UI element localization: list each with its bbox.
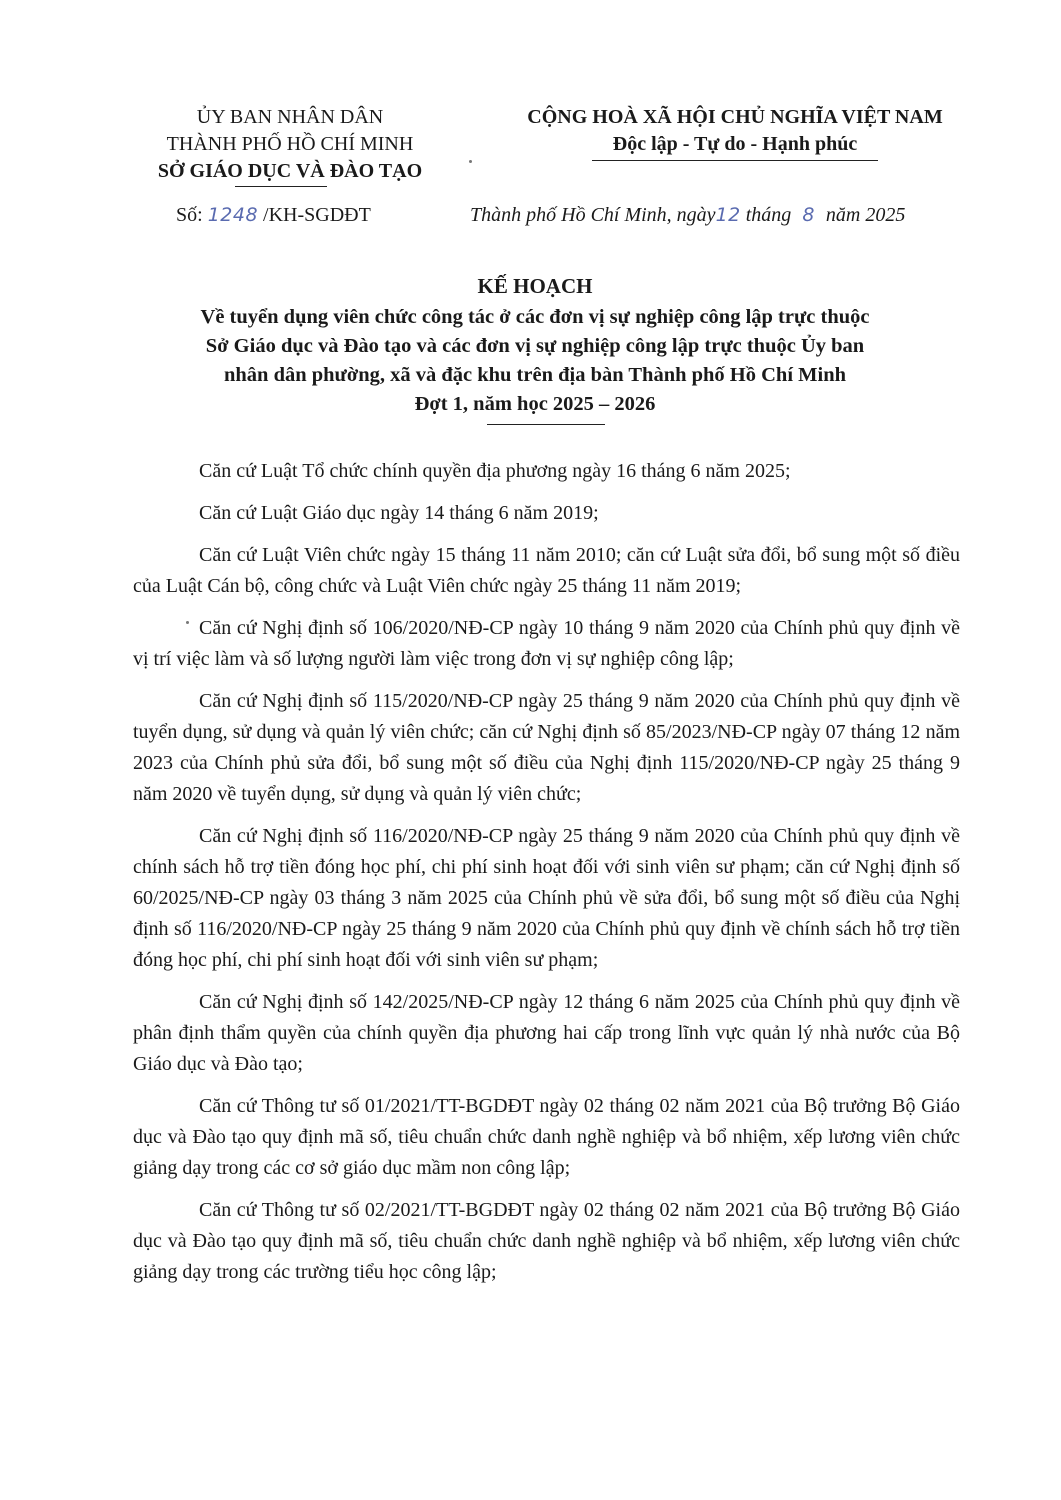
legal-basis-paragraph: Căn cứ Luật Giáo dục ngày 14 tháng 6 năm 2019; — [199, 502, 599, 524]
nation-name: CỘNG HOÀ XÃ HỘI CHỦ NGHĨA VIỆT NAM — [527, 106, 943, 128]
doc-number-suffix: /KH-SGDĐT — [258, 204, 371, 226]
agency-line-3: SỞ GIÁO DỤC VÀ ĐÀO TẠO — [157, 160, 423, 182]
motto-underline — [592, 160, 878, 161]
legal-basis-paragraph: Căn cứ Thông tư số 02/2021/TT-BGDĐT ngày 02 tháng 02 năm 2021 của Bộ trưởng Bộ Giáo dục và Đào tạo quy định mã số, tiêu chuẩn chức danh nghề nghiệp và bổ nhiệm, xếp lương viên chức giảng dạy trong các trường tiểu học công lập; — [133, 1199, 960, 1283]
date-day-handwritten: 12 — [715, 204, 741, 226]
legal-basis-paragraph: Căn cứ Nghị định số 116/2020/NĐ-CP ngày 25 tháng 9 năm 2020 của Chính phủ quy định về chính sách hỗ trợ tiền đóng học phí, chi phí sinh hoạt đối với sinh viên sư phạm; căn cứ Nghị định số 60/2025/NĐ-CP ngày 03 tháng 3 năm 2025 của Chính phủ về sửa đổi, bổ sung một số điều của Nghị định số 116/2020/NĐ-CP ngày 25 tháng 9 năm 2020 của Chính phủ quy định về chính sách hỗ trợ tiền đóng học phí, chi phí sinh hoạt đối với sinh viên sư phạm; — [133, 825, 960, 971]
subtitle-line-2: Sở Giáo dục và Đào tạo và các đơn vị sự nghiệp công lập trực thuộc Ủy ban — [205, 335, 865, 357]
document-subtitle — [118, 303, 952, 419]
legal-basis-paragraph: Căn cứ Nghị định số 106/2020/NĐ-CP ngày 10 tháng 9 năm 2020 của Chính phủ quy định về vị trí việc làm và số lượng người làm việc trong đơn vị sự nghiệp công lập; — [133, 617, 960, 670]
legal-basis-paragraph: Căn cứ Luật Viên chức ngày 15 tháng 11 năm 2010; căn cứ Luật sửa đổi, bổ sung một số điều của Luật Cán bộ, công chức và Luật Viên chức ngày 25 tháng 11 năm 2019; — [133, 544, 960, 597]
legal-basis-paragraph: Căn cứ Nghị định số 142/2025/NĐ-CP ngày 12 tháng 6 năm 2025 của Chính phủ quy định về phân định thẩm quyền của chính quyền địa phương hai cấp trong lĩnh vực quản lý nhà nước của Bộ Giáo dục và Đào tạo; — [133, 991, 960, 1075]
issuing-agency — [110, 104, 470, 185]
legal-basis-paragraph: Căn cứ Thông tư số 01/2021/TT-BGDĐT ngày 02 tháng 02 năm 2021 của Bộ trưởng Bộ Giáo dục và Đào tạo quy định mã số, tiêu chuẩn chức danh nghề nghiệp và bổ nhiệm, xếp lương viên chức giảng dạy trong các cơ sở giáo dục mầm non công lập; — [133, 1095, 960, 1179]
date-month-label: tháng — [745, 204, 792, 226]
national-header — [490, 104, 980, 158]
doc-number-handwritten: 1248 — [207, 204, 259, 226]
subtitle-line-1: Về tuyển dụng viên chức công tác ở các đơn vị sự nghiệp công lập trực thuộc — [200, 306, 870, 328]
scan-speck — [469, 160, 472, 163]
legal-basis-paragraph: Căn cứ Nghị định số 115/2020/NĐ-CP ngày 25 tháng 9 năm 2020 của Chính phủ quy định về tuyển dụng, sử dụng và quản lý viên chức; căn cứ Nghị định số 85/2023/NĐ-CP ngày 07 tháng 12 năm 2023 của Chính phủ sửa đổi, bổ sung một số điều của Nghị định 115/2020/NĐ-CP ngày 25 tháng 9 năm 2020 về tuyển dụng, sử dụng và quản lý viên chức; — [133, 690, 960, 805]
subtitle-line-4: Đợt 1, năm học 2025 – 2026 — [414, 393, 656, 415]
legal-basis-paragraph: Căn cứ Luật Tổ chức chính quyền địa phương ngày 16 tháng 6 năm 2025; — [199, 460, 791, 482]
document-date — [470, 204, 905, 227]
subtitle-line-3: nhân dân phường, xã và đặc khu trên địa bàn Thành phố Hồ Chí Minh — [223, 364, 847, 386]
document-number — [176, 204, 371, 227]
document-body — [133, 456, 960, 1299]
date-place: Thành phố Hồ Chí Minh, ngày — [470, 204, 716, 226]
doc-number-prefix: Số: — [176, 204, 208, 226]
date-year: năm 2025 — [825, 204, 906, 226]
national-motto: Độc lập - Tự do - Hạnh phúc — [612, 133, 858, 155]
scan-speck — [186, 621, 189, 624]
agency-line-1: ỦY BAN NHÂN DÂN — [196, 106, 384, 128]
title-underline — [487, 424, 605, 425]
agency-underline — [235, 186, 327, 187]
document-title: KẾ HOẠCH — [477, 274, 593, 298]
agency-line-2: THÀNH PHỐ HỒ CHÍ MINH — [166, 133, 414, 155]
date-month-handwritten: 8 — [802, 204, 815, 226]
